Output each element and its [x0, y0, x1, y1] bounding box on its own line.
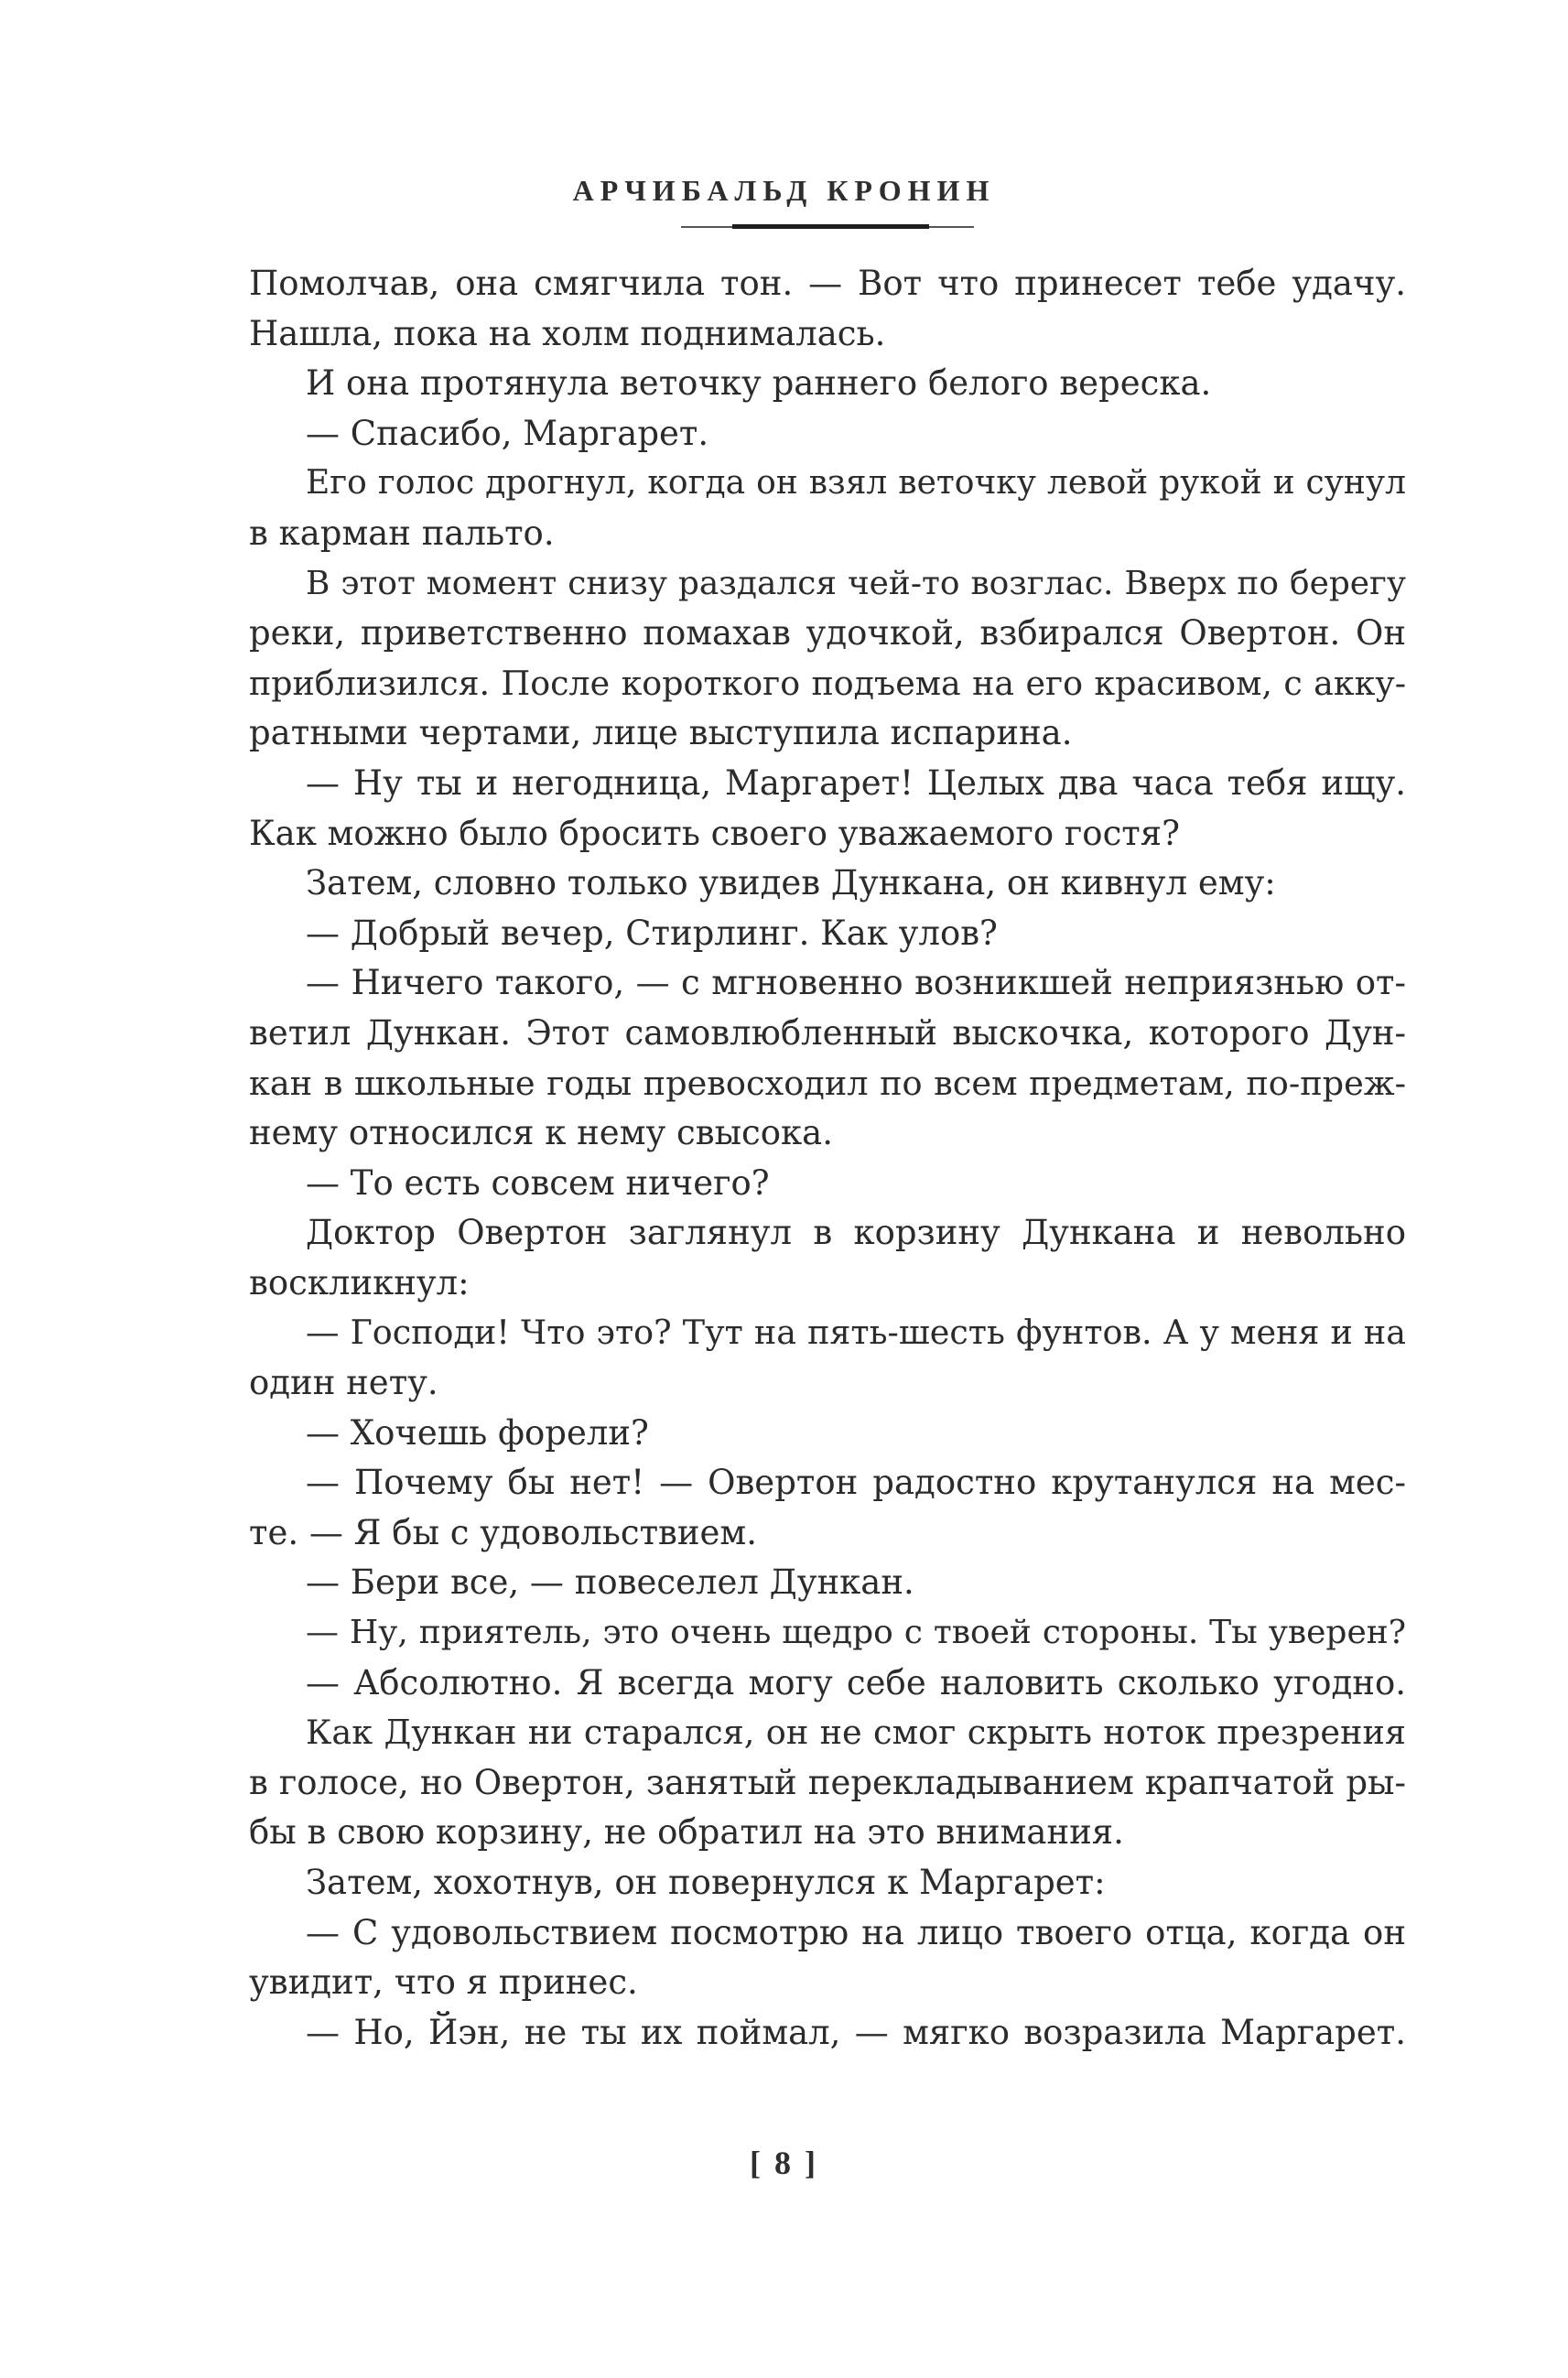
- text-line: — Добрый вечер, Стирлинг. Как улов?: [306, 913, 998, 953]
- body-text: [249, 259, 1406, 2058]
- text-line: — Господи! Что это? Тут на пять-шесть фунтов. А у меня и на: [306, 1313, 1406, 1353]
- running-head-rule-accent: [732, 224, 929, 229]
- text-line: В этот момент снизу раздался чей-то возглас. Вверх по берегу: [306, 564, 1406, 602]
- text-line: приблизился. После короткого подъема на его красивом, с акку-: [249, 663, 1406, 703]
- text-line: — Почему бы нет! — Овертон радостно крутанулся на мес-: [306, 1463, 1406, 1503]
- text-line: — Хочешь форели?: [306, 1412, 649, 1453]
- text-line: — Бери все, — повеселел Дункан.: [306, 1562, 914, 1603]
- page-number: [ 8 ]: [750, 2145, 818, 2181]
- text-line: — Но, Йэн, не ты их поймал, — мягко возразила Маргарет.: [306, 2012, 1406, 2052]
- running-head: АРЧИБАЛЬД КРОНИН: [572, 174, 996, 207]
- text-line: воскликнул:: [249, 1262, 470, 1302]
- text-line: Как Дункан ни старался, он не смог скрыть ноток презрения: [306, 1713, 1406, 1753]
- text-line: кан в школьные годы превосходил по всем предметам, по-преж-: [249, 1063, 1406, 1103]
- text-line: ветил Дункан. Этот самовлюбленный выскочка, которого Дун-: [249, 1012, 1406, 1053]
- text-line: Его голос дрогнул, когда он взял веточку левой рукой и сунул: [306, 464, 1406, 503]
- text-line: бы в свою корзину, не обратил на это внимания.: [249, 1812, 1124, 1853]
- text-line: — С удовольствием посмотрю на лицо твоего отца, когда он: [306, 1912, 1406, 1952]
- text-line: реки, приветственно помахав удочкой, взбирался Овертон. Он: [249, 613, 1406, 654]
- text-line: — То есть совсем ничего?: [306, 1162, 770, 1203]
- text-line: Нашла, пока на холм поднималась.: [249, 313, 886, 353]
- text-line: Как можно было бросить своего уважаемого гостя?: [249, 813, 1180, 853]
- text-line: — Ну ты и негодница, Маргарет! Целых два часа тебя ищу.: [306, 762, 1406, 803]
- text-line: те. — Я бы с удовольствием.: [249, 1512, 757, 1552]
- text-line: в карман пальто.: [249, 513, 555, 553]
- text-line: Помолчав, она смягчила тон. — Вот что принесет тебе удачу.: [249, 264, 1406, 303]
- text-line: Доктор Овертон заглянул в корзину Дункана и невольно: [306, 1213, 1406, 1253]
- text-line: — Спасибо, Маргарет.: [306, 413, 709, 453]
- text-line: в голосе, но Овертон, занятый перекладыванием крапчатой ры-: [249, 1762, 1406, 1802]
- text-line: нему относился к нему свысока.: [249, 1113, 833, 1153]
- text-line: И она протянула веточку раннего белого вереска.: [306, 363, 1212, 404]
- text-line: ратными чертами, лице выступила испарина.: [249, 713, 1073, 753]
- text-line: — Абсолютно. Я всегда могу себе наловить сколько угодно.: [306, 1662, 1406, 1702]
- text-line: — Ну, приятель, это очень щедро с твоей стороны. Ты уверен?: [306, 1614, 1406, 1652]
- text-line: увидит, что я принес.: [249, 1962, 638, 2003]
- text-line: Затем, хохотнув, он повернулся к Маргарет:: [306, 1863, 1106, 1902]
- text-line: один нету.: [249, 1363, 438, 1403]
- text-line: — Ничего такого, — с мгновенно возникшей неприязнью от-: [306, 963, 1406, 1003]
- text-line: Затем, словно только увидев Дункана, он кивнул ему:: [306, 863, 1276, 903]
